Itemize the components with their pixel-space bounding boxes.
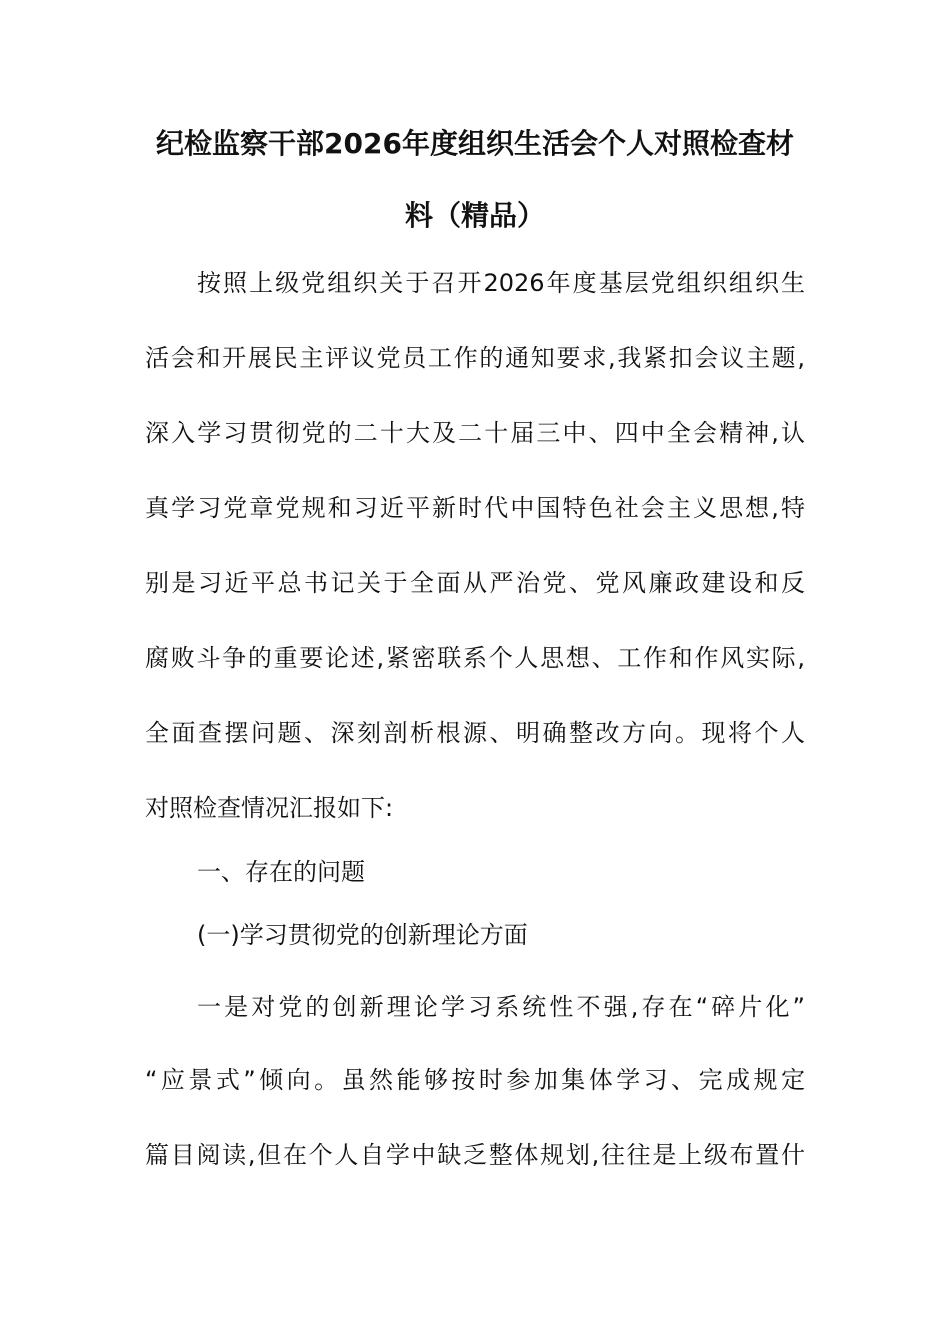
text-line: 篇目阅读,但在个人自学中缺乏整体规划,往往是上级布置什 (145, 1141, 805, 1169)
text-line: 一是对党的创新理论学习系统性不强,存在“碎片化” (197, 993, 805, 1021)
section-heading: 一、存在的问题 (197, 858, 365, 886)
text-line: 对照检查情况汇报如下: (145, 794, 394, 822)
text-line: 按照上级党组织关于召开2026年度基层党组织组织生 (197, 269, 805, 297)
text-line: 腐败斗争的重要论述,紧密联系个人思想、工作和作风实际, (145, 644, 805, 672)
text-line: 全面查摆问题、深刻剖析根源、明确整改方向。现将个人 (145, 719, 805, 747)
text-line: 别是习近平总书记关于全面从严治党、党风廉政建设和反 (145, 569, 805, 597)
text-line: 活会和开展民主评议党员工作的通知要求,我紧扣会议主题, (145, 344, 805, 372)
text-line: 真学习党章党规和习近平新时代中国特色社会主义思想,特 (145, 494, 805, 522)
document-title-line-1: 纪检监察干部2026年度组织生活会个人对照检查材 (156, 127, 794, 160)
text-line: 深入学习贯彻党的二十大及二十届三中、四中全会精神,认 (145, 419, 805, 447)
text-line: “应景式”倾向。虽然能够按时参加集体学习、完成规定 (145, 1066, 805, 1094)
subsection-heading: (一)学习贯彻党的创新理论方面 (197, 921, 528, 949)
document-title-line-2: 料（精品） (404, 199, 545, 232)
